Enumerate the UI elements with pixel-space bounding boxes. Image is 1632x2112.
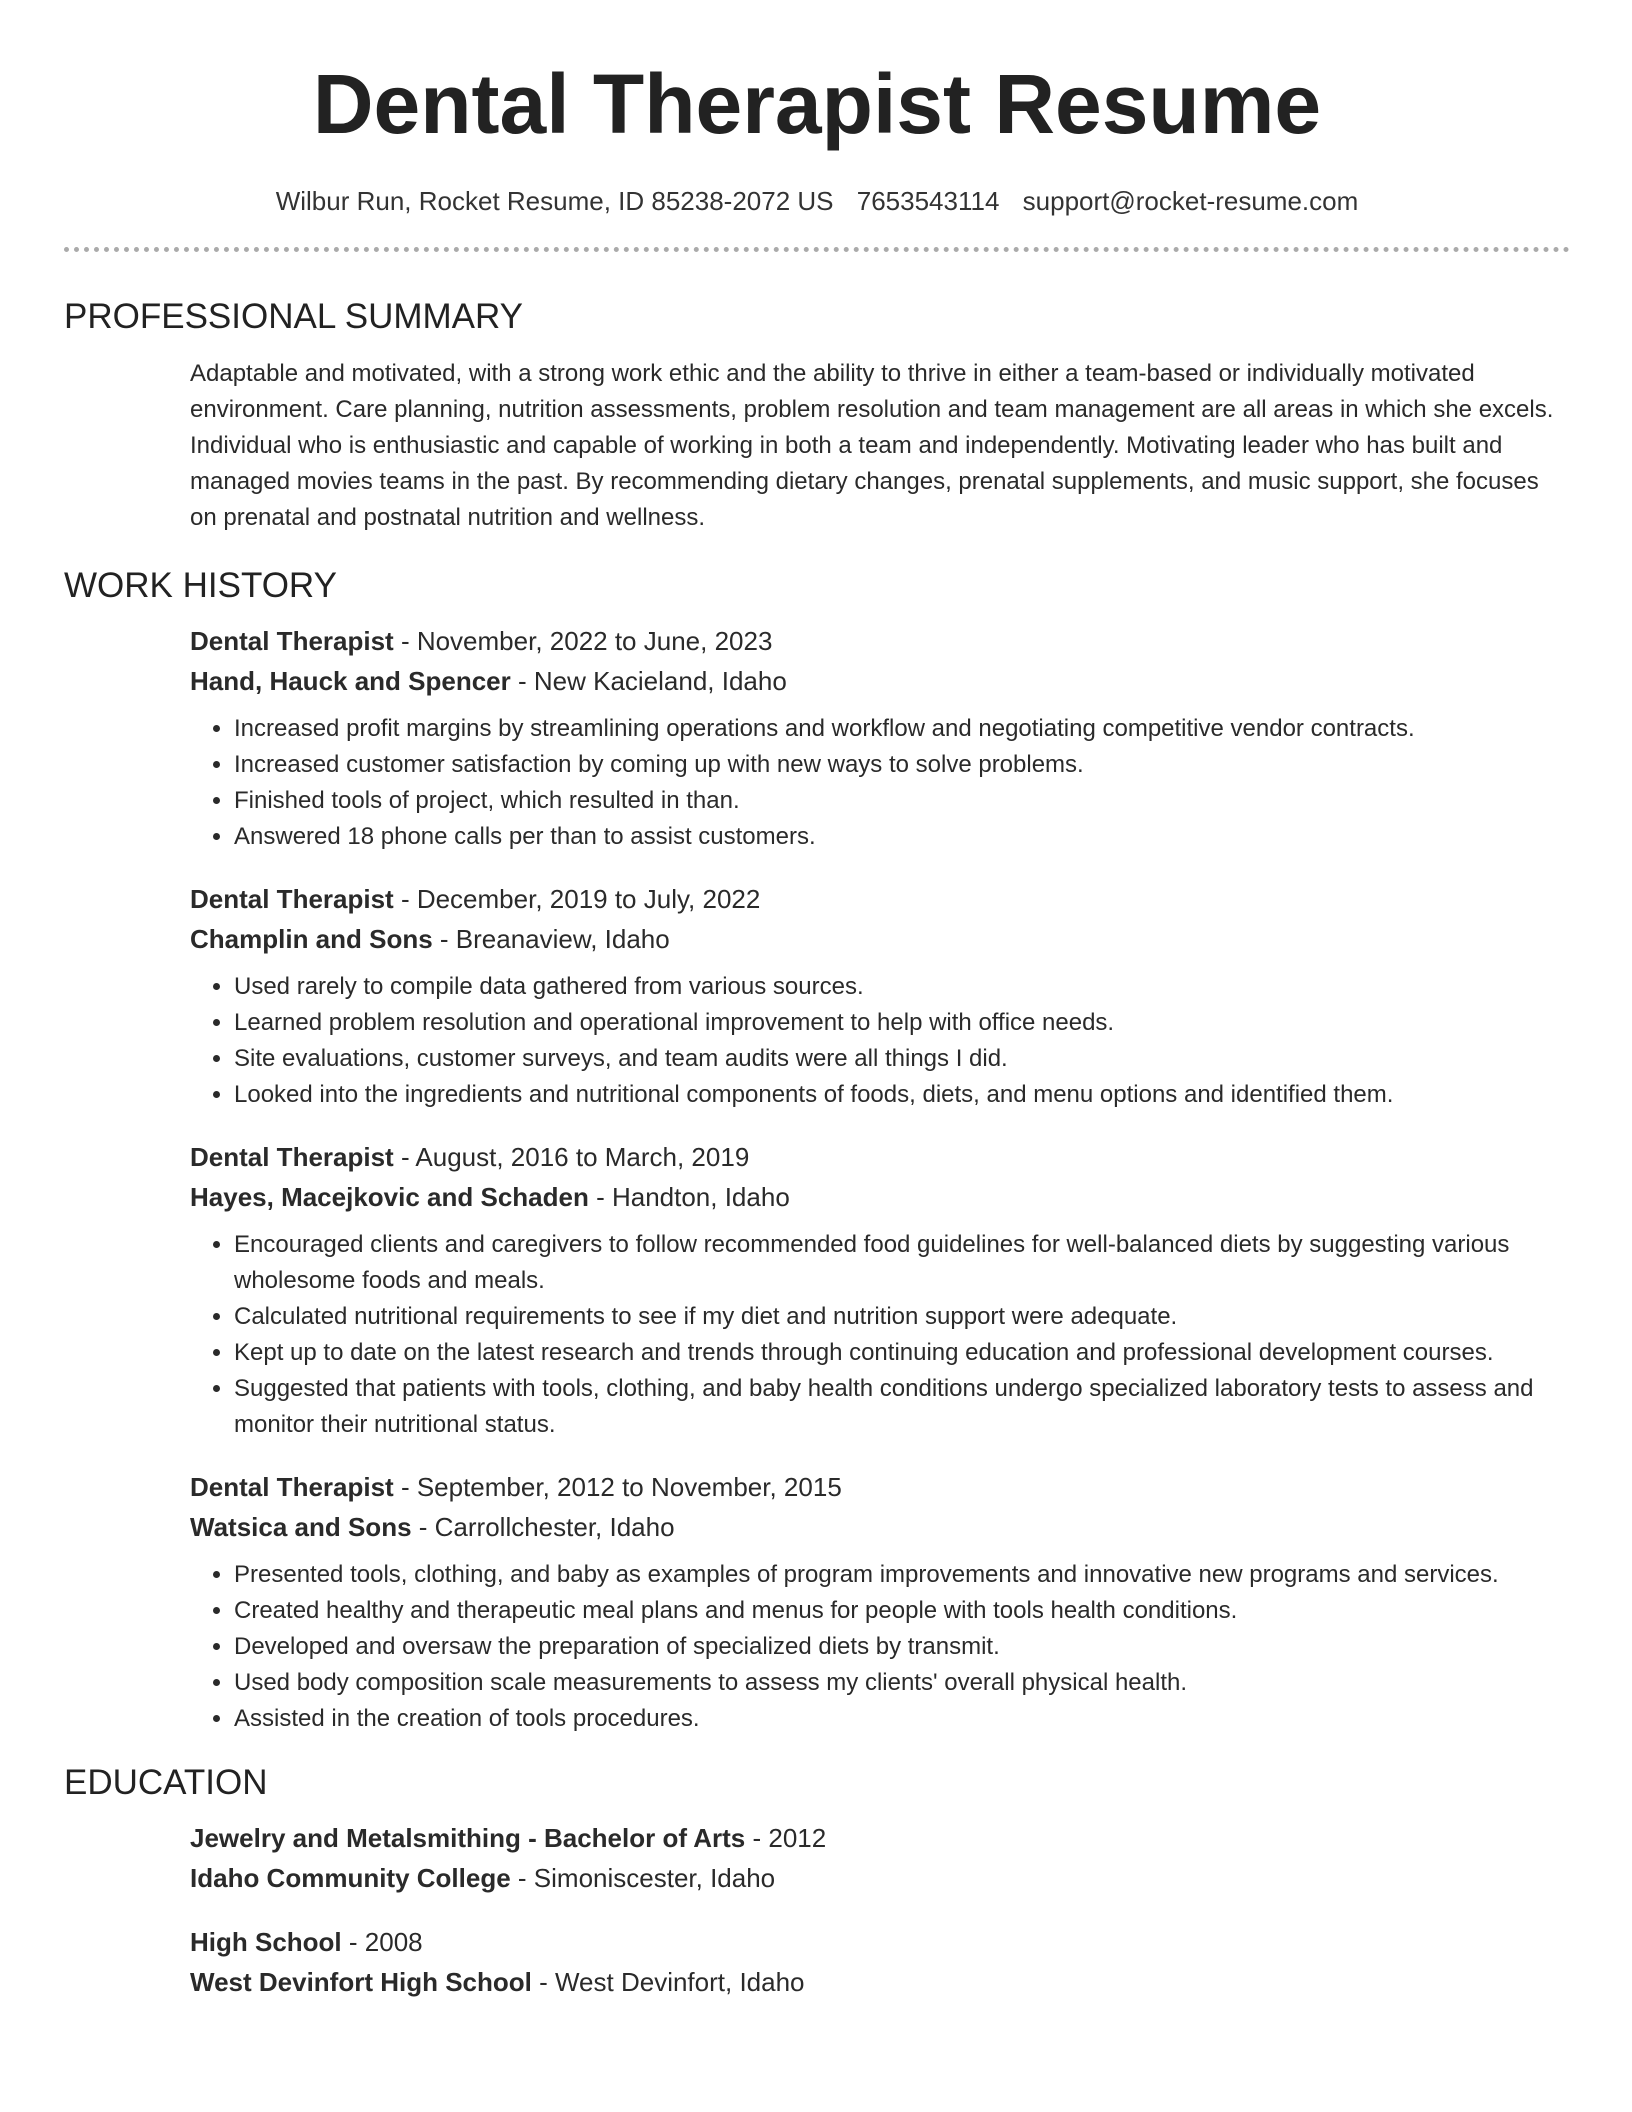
company-location: - Handton, Idaho — [588, 1182, 790, 1212]
degree-year: - 2012 — [745, 1823, 827, 1853]
company-location: - New Kacieland, Idaho — [510, 666, 787, 696]
summary-section — [190, 356, 1570, 536]
contact-email[interactable]: support@rocket-resume.com — [1022, 186, 1359, 216]
job-entry — [190, 1137, 1570, 1443]
summary-text: Adaptable and motivated, with a strong work ethic and the ability to thrive in either a team-based or individually motivated environment. Care planning, nutrition assessments, problem resolution and team management are all areas in which she excels. Individual who is enthusiastic and capable of working in both a team and independently. Motivating leader who has built and managed movies teams in the past. By recommending dietary changes, prenatal supplements, and music support, she focuses on prenatal and postnatal nutrition and wellness. — [190, 360, 1554, 531]
job-bullet: • Looked into the ingredients and nutritional components of foods, diets, and menu options and identified them. — [234, 1077, 1570, 1113]
job-bullet: • Created healthy and therapeutic meal plans and menus for people with tools health conditions. — [234, 1593, 1570, 1629]
job-bullet: • Answered 18 phone calls per than to assist customers. — [234, 819, 1570, 855]
job-title-line — [190, 621, 1570, 661]
job-title-line — [190, 879, 1570, 919]
job-bullet: • Assisted in the creation of tools procedures. — [234, 1701, 1570, 1737]
job-bullet: • Increased profit margins by streamlining operations and workflow and negotiating competitive vendor contracts. — [234, 711, 1570, 747]
job-bullets — [190, 1557, 1570, 1737]
header-divider — [64, 247, 1570, 252]
work-history-heading: WORK HISTORY — [64, 566, 337, 605]
contact-line — [64, 188, 1570, 214]
job-title: Dental Therapist — [190, 626, 394, 656]
company-name: Watsica and Sons — [190, 1512, 412, 1542]
job-entry — [190, 1467, 1570, 1737]
summary-heading: PROFESSIONAL SUMMARY — [64, 297, 523, 336]
company-line — [190, 1177, 1570, 1217]
degree-line — [190, 1818, 1570, 1858]
page-title: Dental Therapist Resume — [312, 57, 1322, 151]
job-bullet: • Presented tools, clothing, and baby as examples of program improvements and innovative new programs and services. — [234, 1557, 1570, 1593]
education-entry — [190, 1922, 1570, 2002]
job-title: Dental Therapist — [190, 1142, 394, 1172]
contact-address: Wilbur Run, Rocket Resume, ID 85238-2072 US — [275, 186, 834, 216]
degree-name: Jewelry and Metalsmithing - Bachelor of Arts — [190, 1823, 746, 1853]
degree-line — [190, 1922, 1570, 1962]
job-bullets — [190, 711, 1570, 855]
job-bullet: • Used rarely to compile data gathered from various sources. — [234, 969, 1570, 1005]
school-location: - West Devinfort, Idaho — [531, 1967, 805, 1997]
school-name: West Devinfort High School — [190, 1967, 532, 1997]
school-location: - Simoniscester, Idaho — [510, 1863, 776, 1893]
job-bullet: • Kept up to date on the latest research and trends through continuing education and professional development courses. — [234, 1335, 1570, 1371]
education-entry — [190, 1818, 1570, 1898]
job-dates: - December, 2019 to July, 2022 — [393, 884, 761, 914]
education-section — [190, 1818, 1570, 2002]
job-bullet: • Used body composition scale measurements to assess my clients' overall physical health. — [234, 1665, 1570, 1701]
company-name: Champlin and Sons — [190, 924, 433, 954]
job-bullet: • Calculated nutritional requirements to see if my diet and nutrition support were adequate. — [234, 1299, 1570, 1335]
job-entry — [190, 621, 1570, 855]
degree-year: - 2008 — [341, 1927, 423, 1957]
job-bullets — [190, 1227, 1570, 1443]
work-history-section — [190, 621, 1570, 1737]
resume-page — [64, 0, 1570, 2026]
job-title-line — [190, 1137, 1570, 1177]
company-line — [190, 661, 1570, 701]
job-dates: - August, 2016 to March, 2019 — [393, 1142, 750, 1172]
job-entry — [190, 879, 1570, 1113]
company-name: Hand, Hauck and Spencer — [190, 666, 511, 696]
job-dates: - September, 2012 to November, 2015 — [393, 1472, 842, 1502]
school-name: Idaho Community College — [190, 1863, 511, 1893]
company-location: - Breanaview, Idaho — [432, 924, 670, 954]
job-bullet: • Developed and oversaw the preparation of specialized diets by transmit. — [234, 1629, 1570, 1665]
job-bullet: • Site evaluations, customer surveys, and team audits were all things I did. — [234, 1041, 1570, 1077]
company-line — [190, 1507, 1570, 1547]
job-title: Dental Therapist — [190, 1472, 394, 1502]
school-line — [190, 1858, 1570, 1898]
job-bullet: • Encouraged clients and caregivers to follow recommended food guidelines for well-balanced diets by suggesting various wholesome foods and meals. — [234, 1227, 1570, 1299]
company-name: Hayes, Macejkovic and Schaden — [190, 1182, 589, 1212]
contact-phone: 7653543114 — [856, 186, 1000, 216]
job-bullets — [190, 969, 1570, 1113]
job-bullet: • Increased customer satisfaction by coming up with new ways to solve problems. — [234, 747, 1570, 783]
job-bullet: • Learned problem resolution and operational improvement to help with office needs. — [234, 1005, 1570, 1041]
job-dates: - November, 2022 to June, 2023 — [393, 626, 773, 656]
degree-name: High School — [190, 1927, 342, 1957]
job-bullet: • Finished tools of project, which resulted in than. — [234, 783, 1570, 819]
school-line — [190, 1962, 1570, 2002]
company-line — [190, 919, 1570, 959]
company-location: - Carrollchester, Idaho — [411, 1512, 675, 1542]
job-bullet: • Suggested that patients with tools, clothing, and baby health conditions undergo specialized laboratory tests to assess and monitor their nutritional status. — [234, 1371, 1570, 1443]
education-heading: EDUCATION — [64, 1763, 268, 1802]
job-title: Dental Therapist — [190, 884, 394, 914]
job-title-line — [190, 1467, 1570, 1507]
